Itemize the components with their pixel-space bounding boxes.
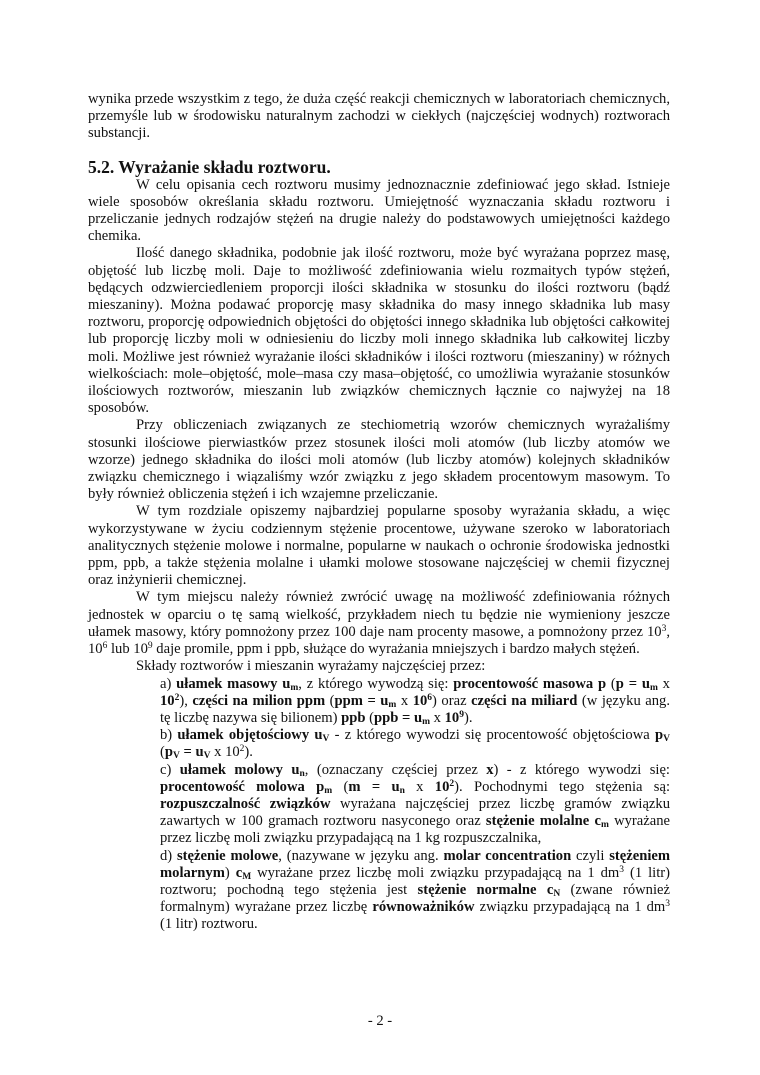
paragraph — [88, 589, 670, 658]
bold-text: ułamek masowy u — [176, 675, 291, 692]
text-run: daje promile, ppm i ppb, służące do wyrażania mniejszych i bardzo małych stężeń. — [152, 641, 640, 658]
bold-text: ppb — [341, 709, 366, 726]
bold-text: m — [290, 682, 299, 693]
bold-text: V — [173, 751, 180, 762]
bold-text: stężenie normalne c — [417, 881, 554, 898]
bold-text: 10 — [412, 692, 428, 709]
bold-text: m — [324, 785, 333, 796]
bold-text: c — [235, 864, 243, 881]
text-run: W celu opisania cech roztworu musimy jednoznacznie zdefiniować jego skład. Istnieje wiele sposobów określania składu roztworu. Umiejętność wyznaczania składu roztworu i przeliczanie jednych rodzajów stężeń na drugie należy do podstawowych umiejętności każdego chemika. — [88, 176, 670, 245]
bold-text: m — [388, 699, 397, 710]
text-run: wyrażana najczęściej przez liczbę gramów związku zawartych w 100 gramach roztworu nasyconego oraz — [160, 795, 671, 830]
text-run: x — [396, 692, 413, 709]
text-run: ( — [325, 692, 335, 709]
bold-text: 10 — [160, 692, 175, 709]
text-run: a) — [160, 675, 177, 692]
bold-text: 10 — [434, 778, 450, 795]
bold-text: p = u — [615, 675, 650, 692]
bold-text: ppm = u — [334, 692, 389, 709]
list-item — [160, 762, 670, 848]
bold-text: części na miliard — [471, 692, 578, 709]
paragraph — [88, 245, 670, 417]
text-run: Przy obliczeniach związanych ze stechiometrią wzorów chemicznych wyrażaliśmy stosunki ilościowe pierwiastków przez stosunek ilości moli atomów (lub liczby atomów we wzorze) jednego składnika do ilości moli atomów (lub liczby atomów) kolejnych składników związku chemicznego i wiązaliśmy wzór związku z jego składem procentowym masowym. To były również obliczenia stężeń i ich wzajemne przeliczanie. — [88, 417, 670, 503]
text-run: ( — [332, 778, 349, 795]
paragraph — [88, 417, 670, 503]
text-run: (zwane również formalnym) wyrażane przez liczbę — [160, 881, 670, 916]
bold-text: = u — [179, 744, 204, 761]
bold-text: V — [663, 734, 670, 745]
text-run: , 10 — [88, 623, 670, 658]
bold-text: części na milion ppm — [192, 692, 326, 709]
page-content — [88, 91, 670, 934]
bold-text: ppb = u — [374, 709, 423, 726]
paragraph — [88, 177, 670, 246]
text-run: ( — [606, 675, 616, 692]
bold-text: 2 — [174, 692, 180, 703]
list-intro: Składy roztworów i mieszanin wyrażamy najczęściej przez: — [136, 658, 486, 675]
bold-text: 2 — [449, 778, 455, 789]
bold-text: stężenie molalne c — [485, 813, 601, 830]
list-item — [160, 676, 670, 728]
supscript-text: 3 — [619, 864, 625, 875]
text-run: W tym rozdziale opiszemy najbardziej popularne sposoby wyrażania składu, a więc wykorzystywane w życiu codziennym stężenie procentowe, używane szeroko w laboratoriach analitycznych stężenie molowe i normalne, popularne w naukach o ochronie środowiska jednostki ppm, ppb, a także stężenia molalne i ułamki molowe stosowane najczęściej w chemii fizycznej oraz inżynierii chemicznej. — [88, 503, 670, 589]
text-run: W tym miejscu należy również zwrócić uwagę na możliwość zdefiniowania różnych jednostek w oparciu o tę samą wielkość, przykładem niech tu będzie nie wymieniony jeszcze ułamek masowy, który pomnożony przez 100 daje nam procenty masowe, a pomnożony przez 10 — [88, 589, 670, 640]
text-run: lub 10 — [107, 641, 148, 658]
composition-list — [160, 676, 670, 934]
text-run: (1 litr) roztworu. — [160, 916, 258, 933]
bold-text: procentowość molowa p — [160, 778, 325, 795]
text-run: , (oznaczany częściej przez — [304, 761, 487, 778]
bold-text: m — [600, 820, 609, 831]
text-run: ). — [244, 744, 253, 761]
bold-text: n — [399, 785, 405, 796]
text-run: , (nazywane w języku ang. — [278, 847, 444, 864]
bold-text: p — [164, 744, 173, 761]
bold-text: m = u — [348, 778, 400, 795]
paragraph — [88, 503, 670, 589]
bold-text: procentowość masowa p — [453, 675, 607, 692]
text-run: ). Pochodnymi tego stężenia są: — [454, 778, 671, 795]
bold-text: p — [655, 727, 664, 744]
text-run: ) oraz — [432, 692, 472, 709]
bold-text: N — [553, 888, 561, 899]
text-run: d) — [160, 847, 177, 864]
text-run: ) - z którego wywodzi się: — [493, 761, 670, 778]
text-run: (w języku ang. tę liczbę nazywa się bilionem) — [160, 692, 670, 726]
bold-text: stężeniem molarnym — [160, 847, 671, 881]
supscript-text: 3 — [661, 623, 667, 634]
text-run: Ilość danego składnika, podobnie jak ilość roztworu, może być wyrażana poprzez masę, objętość lub liczbę moli. Daje to możliwość zdefiniowania wielu rozmaitych typów stężeń, będących odzwierciedleniem proporcji ilości składnika w stosunku do ilości roztworu (bądź mieszaniny). Można podawać proporcję masy składnika do masy innego składnika lub masy roztworu, proporcję odpowiednich objętości do objętości innego składnika lub objętości całkowitej lub proporcję liczby moli w odniesieniu do liczby moli innego składnika lub całkowitej liczby moli. Możliwe jest również wyrażanie ilości składników i ilości roztworu (mieszaniny) w różnych wielkościach: mole–objętość, mole–masa czy masa–objętość, co umożliwia wyrażanie stosunków ilościowych roztworów, mieszanin lub związków chemicznych łącznie co najwyżej na 18 sposobów. — [88, 245, 670, 417]
text-run: czyli — [571, 847, 610, 864]
bold-text: 9 — [459, 709, 464, 720]
text-run: ), — [179, 692, 193, 709]
text-run: wyrażane przez liczbę moli związku przypadającą na 1 dm — [251, 864, 620, 881]
supscript-text: 3 — [665, 899, 670, 910]
text-run: - z którego wywodzi się procentowość objętościowa — [329, 727, 655, 744]
section-heading: 5.2. Wyrażanie składu roztworu. — [88, 156, 331, 177]
bold-text: ułamek objętościowy u — [177, 727, 323, 744]
bold-text: V — [322, 734, 330, 745]
text-run: b) — [160, 727, 178, 744]
text-run: x 10 — [210, 744, 240, 761]
list-item — [160, 848, 670, 934]
bold-text: n — [299, 768, 305, 779]
text-run: x — [430, 709, 445, 726]
text-run: ) — [224, 864, 236, 881]
text-run: c) — [160, 761, 180, 778]
bold-text: M — [242, 871, 252, 882]
supscript-text: 6 — [102, 641, 108, 652]
text-run: związku przypadającą na 1 dm — [474, 899, 666, 916]
bold-text: m — [422, 716, 431, 727]
bold-text: równoważników — [372, 899, 475, 916]
intro-paragraph — [88, 91, 670, 143]
bold-text: ułamek molowy u — [179, 761, 300, 778]
bold-text: V — [203, 751, 211, 762]
bold-text: stężenie molowe — [177, 847, 279, 864]
bold-text: 6 — [427, 692, 433, 703]
text-run: wynika przede wszystkim z tego, że duża część reakcji chemicznych w laboratoriach chemicznych, przemyśle lub w środowisku naturalnym zachodzi w ciekłych (najczęściej wodnych) roztworach substancji. — [88, 91, 670, 142]
text-run: (1 litr) roztworu; pochodną tego stężenia jest — [160, 864, 671, 898]
list-item — [160, 727, 670, 761]
text-run: ( — [160, 744, 165, 761]
bold-text: x — [486, 761, 494, 778]
text-run: wyrażane przez liczbę moli związku przypadającą na 1 kg rozpuszczalnika, — [160, 813, 670, 847]
bold-text: m — [649, 682, 658, 693]
bold-text: molar concentration — [443, 847, 572, 864]
page-number: - 2 - — [367, 1013, 393, 1029]
text-run: x — [657, 675, 670, 692]
text-run: ( — [365, 709, 375, 726]
bold-text: rozpuszczalność związków — [160, 795, 331, 812]
supscript-text: 2 — [239, 744, 245, 755]
text-run: x — [404, 778, 435, 795]
text-run: , z którego wywodzą się: — [298, 675, 454, 692]
text-run: ). — [463, 709, 473, 726]
supscript-text: 9 — [147, 641, 153, 652]
bold-text: 10 — [444, 709, 460, 726]
